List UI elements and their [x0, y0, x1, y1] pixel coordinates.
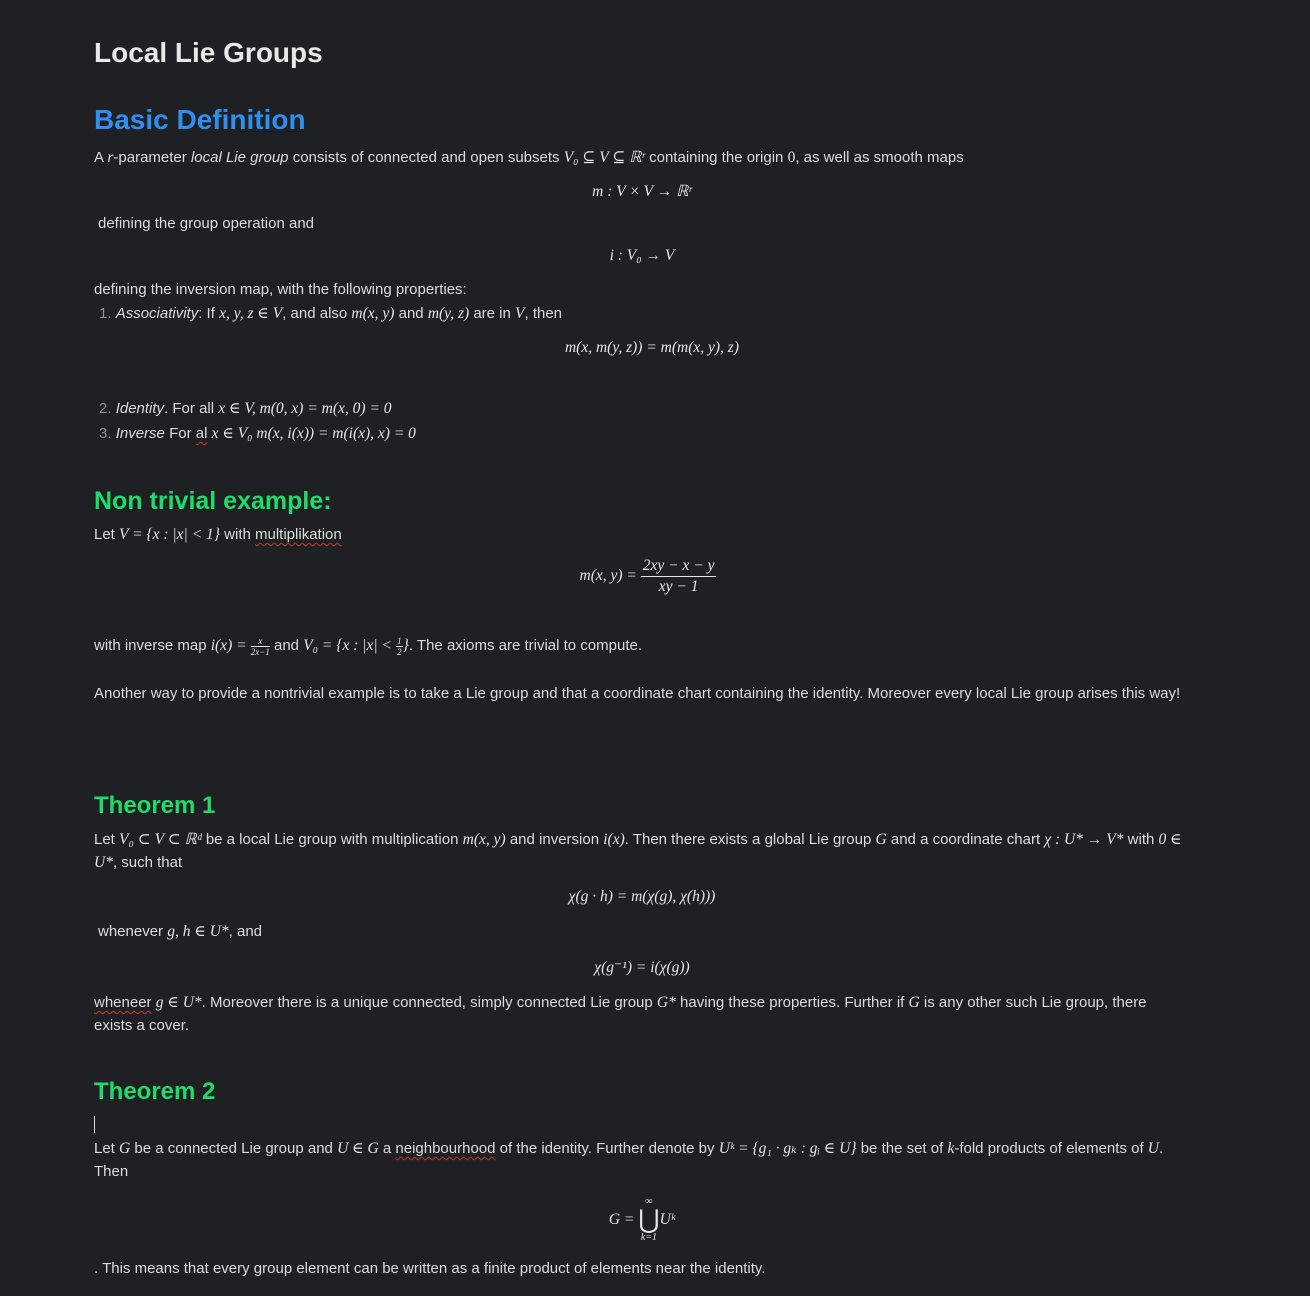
nontrivial-remark: Another way to provide a nontrivial example is to take a Lie group and that a coordinate chart containing the identity. Moreover every local Lie group arises this way!: [94, 685, 1181, 702]
equation-union: G = ∞ ⋃ k=1 Uᵏ: [608, 1196, 676, 1243]
heading-basic-definition: Basic Definition: [94, 104, 306, 135]
fraction: $\frac{2xy - x - y}{xy - 1}$: [642, 557, 715, 595]
text-cursor: [94, 1116, 95, 1133]
fraction-inline: $\frac{1}{2}$: [397, 635, 402, 657]
theorem1-uniqueness: wheneer g ∈ U*. Moreover there is a unique connected, simply connected Lie group G* having these properties. Further if G is any other such Lie group, there exists a cover.: [94, 994, 1147, 1034]
equation-group-operation: m : V × V → ℝʳ: [592, 183, 692, 200]
heading-non-trivial-example: Non trivial example:: [94, 487, 332, 515]
equation-chart-inverse: χ(g⁻¹) = i(χ(g)): [594, 959, 690, 976]
fraction-inline: $\frac{x}{2x-1}$: [250, 635, 270, 657]
theorem1-statement: Let V₀ ⊂ V ⊂ ℝᵈ be a local Lie group with multiplication m(x, y) and inversion i(x). Then there exists a global Lie group G and a coordinate chart χ : U* → V* with 0 ∈ U*, such that: [94, 831, 1182, 871]
example-paragraph: Let V = {x : |x| < 1} with multiplikation: [94, 526, 342, 543]
inverse-map-paragraph: with inverse map i(x) = $\frac{x}{2x-1}$ and V₀ = {x : |x| < $\frac{1}{2}$ }. The axioms are trivial to compute.: [94, 635, 643, 657]
equation-chart-multiplication: χ(g · h) = m(χ(g), χ(h))): [568, 888, 716, 905]
spellcheck-word: neighbourhood: [395, 1140, 496, 1157]
equation-multiplication: m(x, y) = $\frac{2xy - x - y}{xy - 1}$: [579, 557, 715, 595]
group-operation-text: defining the group operation and: [98, 215, 315, 232]
list-item-inverse: 3. Inverse For al x ∈ V₀ m(x, i(x)) = m(i(x), x) = 0: [99, 425, 416, 442]
theorem2-conclusion: . This means that every group element can be written as a finite product of elements near the identity.: [94, 1260, 766, 1277]
list-item-identity: 2. Identity. For all x ∈ V, m(0, x) = m(x, 0) = 0: [99, 400, 392, 417]
page-title: Local Lie Groups: [94, 37, 323, 68]
union-operator: ∞ ⋃ k=1: [638, 1196, 660, 1243]
equation-associativity: m(x, m(y, z)) = m(m(x, y), z): [564, 339, 739, 356]
spellcheck-word: multiplikation: [255, 526, 342, 543]
properties-intro: defining the inversion map, with the following properties:: [94, 281, 467, 298]
theorem2-statement: Let G be a connected Lie group and U ∈ G a neighbourhood of the identity. Further denote by Uᵏ = {g₁ · gₖ : gᵢ ∈ U} be the set of k-fold products of elements of U. Then: [94, 1140, 1164, 1180]
spellcheck-word: al: [195, 425, 208, 442]
theorem1-whenever: whenever g, h ∈ U*, and: [98, 923, 263, 940]
list-item-associativity: 1. Associativity: If x, y, z ∈ V, and also m(x, y) and m(y, z) are in V, then: [99, 305, 563, 322]
spellcheck-word: wheneer: [94, 994, 152, 1011]
equation-inversion-map: i : V₀ → V: [609, 247, 675, 264]
definition-paragraph: A r-parameter local Lie group consists of connected and open subsets V₀ ⊆ V ⊆ ℝʳ containing the origin 0, as well as smooth maps: [94, 149, 964, 166]
heading-theorem-1: Theorem 1: [94, 792, 216, 819]
heading-theorem-2: Theorem 2: [94, 1078, 216, 1105]
